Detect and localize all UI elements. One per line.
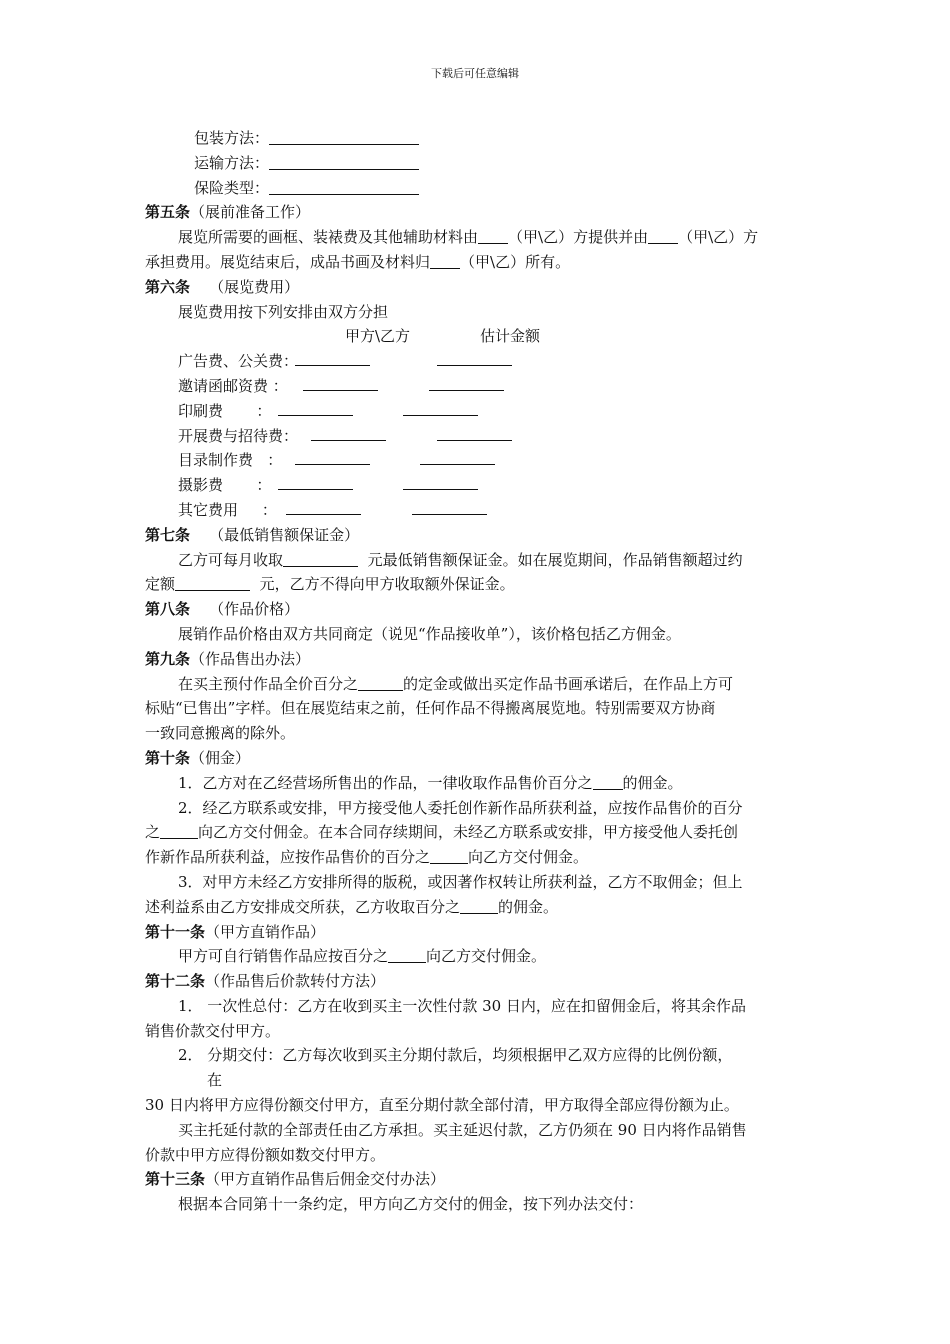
article-6-text: 展览费用按下列安排由双方分担 xyxy=(178,302,389,321)
article-8-text: 展销作品价格由双方共同商定（说见“作品接收单”），该价格包括乙方佣金。 xyxy=(178,624,681,643)
article-10-item-3: 3．对甲方未经乙方安排所得的版税，或因著作权转让所获利益，乙方不取佣金；但上 xyxy=(178,872,743,891)
article-9-text xyxy=(145,672,813,697)
blank-field xyxy=(269,128,419,145)
article-number: 第十条 xyxy=(145,748,191,767)
article-12-item-2-wrap: 在 xyxy=(207,1071,223,1090)
article-subtitle: （展览费用） xyxy=(209,277,300,296)
blank-field xyxy=(286,498,361,515)
fee-row xyxy=(145,374,813,399)
article-6-heading xyxy=(145,275,813,300)
blank-field xyxy=(388,946,426,963)
text-span: 承担费用。展览结束后，成品书画及材料归 xyxy=(145,252,431,271)
blank-field xyxy=(269,178,419,195)
article-10-item-2-cont xyxy=(145,820,813,845)
article-subtitle: （甲方直销作品售后佣金交付办法） xyxy=(205,1170,446,1189)
article-12-text-cont: 价款中甲方应得份额如数交付甲方。 xyxy=(145,1145,386,1164)
blank-field xyxy=(593,773,623,790)
blank-field xyxy=(283,550,358,567)
article-9-heading xyxy=(145,647,813,672)
blank-field xyxy=(160,822,198,839)
article-number: 第五条 xyxy=(145,203,191,222)
fee-label: 广告费、公关费： xyxy=(178,352,299,371)
text-span: 作新作品所获利益，应按作品售价的百分之 xyxy=(145,848,431,867)
blank-field xyxy=(403,473,478,490)
article-13-text: 根据本合同第十一条约定，甲方向乙方交付的佣金，按下列办法交付： xyxy=(178,1195,644,1214)
article-subtitle: （展前准备工作） xyxy=(190,203,311,222)
text-span: （甲\乙）方 xyxy=(678,228,759,247)
article-10-item-2: 2．经乙方联系或安排，甲方接受他人委托创作新作品所获利益，应按作品售价的百分 xyxy=(178,798,743,817)
article-13-heading xyxy=(145,1167,813,1192)
fee-row xyxy=(145,349,813,374)
insurance-type-line xyxy=(145,176,813,201)
text-span: 的定金或做出买定作品书画承诺后，在作品上方可 xyxy=(403,674,734,693)
text-span: 述利益系由乙方安排成交所获，乙方收取百分之 xyxy=(145,897,461,916)
column-header-amount: 估计金额 xyxy=(480,327,541,346)
article-subtitle: （甲方直销作品） xyxy=(205,922,326,941)
article-11-text xyxy=(145,944,813,969)
blank-field xyxy=(278,473,353,490)
blank-field xyxy=(648,227,678,244)
article-10-item-3-cont xyxy=(145,895,813,920)
article-8-heading xyxy=(145,597,813,622)
text-span: 乙方可每月收取 xyxy=(178,550,284,569)
article-number: 第六条 xyxy=(145,277,191,296)
article-12-item-2-cont: 30 日内将甲方应得份额交付甲方，直至分期付款全部付清，甲方取得全部应得份额为止。 xyxy=(145,1096,739,1115)
article-5-heading xyxy=(145,200,813,225)
article-subtitle: （作品售后价款转付方法） xyxy=(205,972,386,991)
text-span: 向乙方交付佣金。 xyxy=(426,947,547,966)
article-7-heading xyxy=(145,523,813,548)
fee-label: 摄影费 ： xyxy=(178,476,272,495)
blank-field xyxy=(420,448,495,465)
article-10-item-2-cont xyxy=(145,845,813,870)
blank-field xyxy=(278,399,353,416)
article-number: 第七条 xyxy=(145,525,191,544)
text-span: （甲\乙）所有。 xyxy=(460,252,571,271)
article-number: 第十二条 xyxy=(145,972,206,991)
document-body xyxy=(145,126,813,1217)
text-span: 在买主预付作品全价百分之 xyxy=(178,674,359,693)
article-10-item-1 xyxy=(145,771,813,796)
text-span: 展览所需要的画框、装裱费及其他辅助材料由 xyxy=(178,228,479,247)
text-span: 向乙方交付佣金。在本合同存续期间，未经乙方联系或安排，甲方接受他人委托创 xyxy=(198,823,739,842)
fee-row xyxy=(145,498,813,523)
blank-field xyxy=(311,424,386,441)
text-span: 定额 xyxy=(145,575,176,594)
packing-method-label: 包装方法： xyxy=(194,129,270,147)
article-number: 第十三条 xyxy=(145,1170,206,1189)
text-span: 元，乙方不得向甲方收取额外保证金。 xyxy=(259,575,515,594)
fee-label: 邀请函邮资费 ： xyxy=(178,376,288,395)
article-9-text-cont: 标贴“已售出”字样。但在展览结束之前，任何作品不得搬离展览地。特别需要双方协商 xyxy=(145,699,716,718)
fee-label: 开展费与招待费： xyxy=(178,426,299,445)
article-7-text-cont xyxy=(145,572,813,597)
text-span: 的佣金。 xyxy=(498,897,559,916)
transport-method-label: 运输方法： xyxy=(194,153,270,172)
article-subtitle: （佣金） xyxy=(190,748,251,767)
fee-row xyxy=(145,424,813,449)
insurance-type-label: 保险类型： xyxy=(194,178,270,197)
blank-field xyxy=(358,674,403,691)
blank-field xyxy=(437,424,512,441)
blank-field xyxy=(460,897,498,914)
text-span: 之 xyxy=(145,823,161,842)
article-subtitle: （最低销售额保证金） xyxy=(209,525,360,544)
article-5-text-cont xyxy=(145,250,813,275)
transport-method-line xyxy=(145,151,813,176)
text-span: 的佣金。 xyxy=(622,773,683,792)
text-span: 向乙方交付佣金。 xyxy=(468,848,589,867)
article-subtitle: （作品售出办法） xyxy=(190,649,311,668)
text-span: 1．乙方对在乙经营场所售出的作品，一律收取作品售价百分之 xyxy=(178,773,593,792)
article-12-item-1-cont: 销售价款交付甲方。 xyxy=(145,1021,281,1040)
article-10-heading xyxy=(145,746,813,771)
text-span: 元最低销售额保证金。如在展览期间，作品销售额超过约 xyxy=(367,550,743,569)
packing-method-line xyxy=(145,126,813,151)
blank-field xyxy=(295,349,370,366)
article-number: 第八条 xyxy=(145,600,191,619)
article-12-heading xyxy=(145,969,813,994)
fee-table-header xyxy=(145,324,813,349)
page-header: 下载后可任意编辑 xyxy=(431,67,519,80)
article-12-item-1: 1． 一次性总付：乙方在收到买主一次性付款 30 日内，应在扣留佣金后，将其余作品 xyxy=(178,996,746,1015)
article-9-text-cont: 一致同意搬离的除外。 xyxy=(145,724,296,743)
blank-field xyxy=(429,374,504,391)
fee-row xyxy=(145,448,813,473)
fee-label: 印刷费 ： xyxy=(178,401,272,420)
article-subtitle: （作品价格） xyxy=(209,600,300,619)
text-span: 甲方可自行销售作品应按百分之 xyxy=(178,947,389,966)
fee-row xyxy=(145,473,813,498)
blank-field xyxy=(430,847,468,864)
blank-field xyxy=(269,153,419,170)
article-12-item-2: 2． 分期交付：乙方每次收到买主分期付款后，均须根据甲乙双方应得的比例份额， xyxy=(178,1046,733,1065)
article-5-text xyxy=(145,225,813,250)
blank-field xyxy=(175,574,250,591)
article-number: 第九条 xyxy=(145,649,191,668)
text-span: （甲\乙）方提供并由 xyxy=(508,228,649,247)
blank-field xyxy=(403,399,478,416)
column-header-party: 甲方\乙方 xyxy=(345,327,411,346)
fee-label: 其它费用 ： xyxy=(178,500,277,519)
article-12-text: 买主托延付款的全部责任由乙方承担。买主延迟付款，乙方仍须在 90 日内将作品销售 xyxy=(178,1120,747,1139)
article-11-heading xyxy=(145,920,813,945)
fee-row xyxy=(145,399,813,424)
blank-field xyxy=(412,498,487,515)
blank-field xyxy=(478,227,508,244)
article-7-text xyxy=(145,548,813,573)
blank-field xyxy=(437,349,512,366)
article-number: 第十一条 xyxy=(145,922,206,941)
fee-label: 目录制作费 ： xyxy=(178,451,283,470)
blank-field xyxy=(295,448,370,465)
blank-field xyxy=(430,252,460,269)
blank-field xyxy=(303,374,378,391)
